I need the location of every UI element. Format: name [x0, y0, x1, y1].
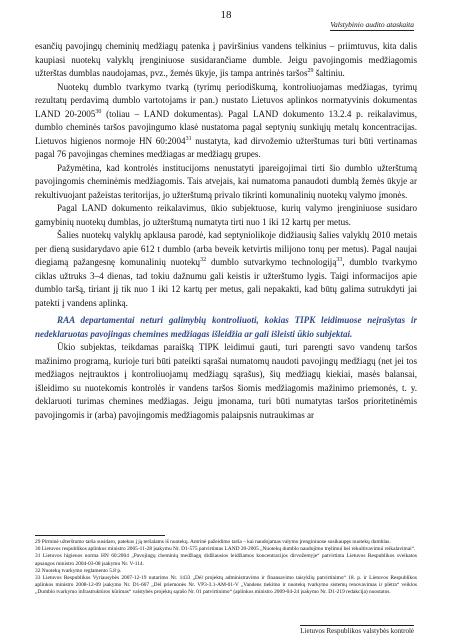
paragraph-text: (toliau – LAND dokumentas). Pagal LAND dokumento 13.2.4 p. reikalavimus, dumblo cheminės taršos pavojingumo klasė nustatoma pagal septynių sunkiųjų metalų koncentracijas. Lietuvos higienos normoje HN 60:2004 [35, 108, 417, 146]
footnote-ref[interactable]: 33 [336, 256, 343, 263]
paragraph-text: dumblo sutvarkymo technologiją [206, 257, 337, 267]
paragraph: Ūkio subjektas, teikdamas paraišką TIPK leidimui gauti, turi parengti savo vandenų taršos mažinimo programą, kurioje turi būti pateikti sąrašai numatomų naudoti pavojingų medžiagų (net jei tos medžiagos neįtrauktos į kontroliuojamų medžiagų sąrašus), šių medžiagų kiekiai, masės balansai, išleidimo su nuotekomis kontrolės ir vandens taršos šiomis medžiagomis mažinimo priemonės, t. y. deklaruoti turimas chemines medžiagas. Jeigu įmonama, turi būti numatytas taršos prioritetinėmis pavojingomis ir (arba) pavojingomis medžiagomis palaipsnis nutraukimas ar [35, 342, 417, 420]
footnote: 33 Lietuvos Respublikos Vyriausybės 2007-12-19 nutarimo Nr. 1433 „Dėl projektų administravimo ir finansavimo taisyklių patvirtinimo“ 18. p. ir Lietuvos Respublikos aplinkos ministro 2008-12-09 įsakymo Nr. D1-667 „Dėl priemonės Nr. VP3-3.1-AM-01-V „Vandens tiekimo ir nuotekų tvarkymo sistemų renovavimas ir plėtra“ veiklos „Dumblo tvarkymo infrastruktūros kūrimas“ valstybės projektų sąrašo Nr. 01 patvirtinimo“ (aplinkos ministro 2009-04-24 įsakymo Nr. D1-219 redakcija) nuostatos. [35, 575, 417, 596]
paragraph-text: nustatyta, kad dirvožemio užterštumas turi būti vertinamas pagal 76 pavojingas chemines medžiagas ar medžiagų grupes. [35, 135, 417, 159]
footnote-ref[interactable]: 29 [307, 67, 314, 74]
footnote: 29 Pirminė užterštumo tarša susidaro, patekus į ją teršalams iš nuotekų. Antrinė pažeidimo tarša – kai naudojamas valymo įrenginiuose susikaupęs nuotekų dumblas. [35, 539, 391, 545]
paragraph-text: , dumblo tvarkymo ciklas užtruks 3–4 dienas, tad tokiu dažnumu gali keistis ir užterštumo lygis. [35, 257, 417, 281]
paragraph [35, 40, 417, 81]
paragraph-text: Šalies nuotekų valyklų apklausa parodė, kad septyniolikoje didžiausių šalies valyklų 2010 metais per dieną susidarydavo apie 612 t dumblo (arba beveik ketvirtis milijono tonų per metus). Pagal naujai diegiamą pažangesnę komunalinių nuotekų [35, 230, 417, 267]
paragraph [35, 81, 417, 162]
paragraph: Pažymėtina, kad kontrolės institucijoms nenustatyti įpareigojimai tirti šio dumblo užterštumą pavojingomis cheminėmis medžiagomis. Tais atvejais, kai numatoma panaudoti dumblą žemės ūkyje ar rekultivuojant pažeistas teritorijas, jo užterštumą privalo tikrinti komunalinių nuotekų valymo įmonės. [35, 162, 417, 200]
footnote: 32 Nuotekų tvarkymo reglamento 5.8 p. [35, 567, 122, 574]
footnote-ref[interactable]: 32 [200, 256, 207, 263]
paragraph-text: esančių pavojingų cheminių medžiagų patenka į paviršinius vandens telkinius – priimtuvus, kita dalis kaupiasi nuotekų valyklų įrenginiuose susidarančiame dumble. Jeigu pavojingomis medžiagomis užterštas dumblas naudojamas, pvz., žemės ūkyje, jis tampa antrinės taršos [35, 41, 417, 78]
footnote: 31 Lietuvos higienos norma HN 60:2004 „Pavojingų cheminių medžiagų didžiausios leidžiamos koncentracijos dirvožemyje“ patvirtinta Lietuvos Respublikos sveikatos apsaugos ministro 2004-03-08 įsakymu Nr. V-114. [35, 553, 417, 567]
footnote-ref[interactable]: 31 [185, 135, 192, 142]
paragraph-text: šaltiniu. [313, 68, 345, 78]
paragraph-text: Nuotekų dumblo tvarkymo tvarką (tyrimų periodiškumą, kontroliuojamas medžiagas, tyrimų rezultatų perdavimą dumblo vartotojams ir pan.) nustato Lietuvos aplinkos normatyvinis dokumentas LAND 20-2005 [35, 81, 417, 119]
paragraph: Pagal LAND dokumento reikalavimus, ūkio subjektuose, kurių valymo įrenginiuose susidaro gamybinių nuotekų dumblas, jo užterštumą numatyta tirti nuo 1 iki 12 kartų per metus. [35, 203, 417, 227]
recommendation-heading: RAA departamentai neturi galimybių kontroliuoti, kokias TIPK leidimuose neįrašytas ir nedeklaruotas pavojingas chemines medžiagas išleidžia ar gali išleisti ūkio subjektai. [35, 315, 417, 339]
footnote-ref[interactable]: 30 [95, 108, 102, 115]
body-text [35, 40, 417, 422]
page-number: 18 [220, 9, 232, 21]
page-footer: Lietuvos Respublikos valstybės kontrolė [300, 627, 414, 635]
running-header: Valstybinio audito ataskaita [330, 20, 414, 29]
paragraph [35, 229, 417, 310]
footnote-separator [35, 535, 165, 536]
footnotes [35, 539, 417, 597]
paragraph-text: Taigi informacijos apie dumblo taršą, tiriant jį tik nuo 1 iki 12 kartų per metus, gali nepakakti, kad būtų galima sutrukdyti jai patekti į vandens aplinką. [35, 270, 418, 308]
footnote: 30 Lietuvos respublikos aplinkos ministro 2005-11-28 įsakymu Nr. D1-575 patvirtintas LAND 20-2005 „Nuotekų dumblo naudojimo tręšimui bei rekultivavimui reikalavimai“. [35, 546, 416, 553]
